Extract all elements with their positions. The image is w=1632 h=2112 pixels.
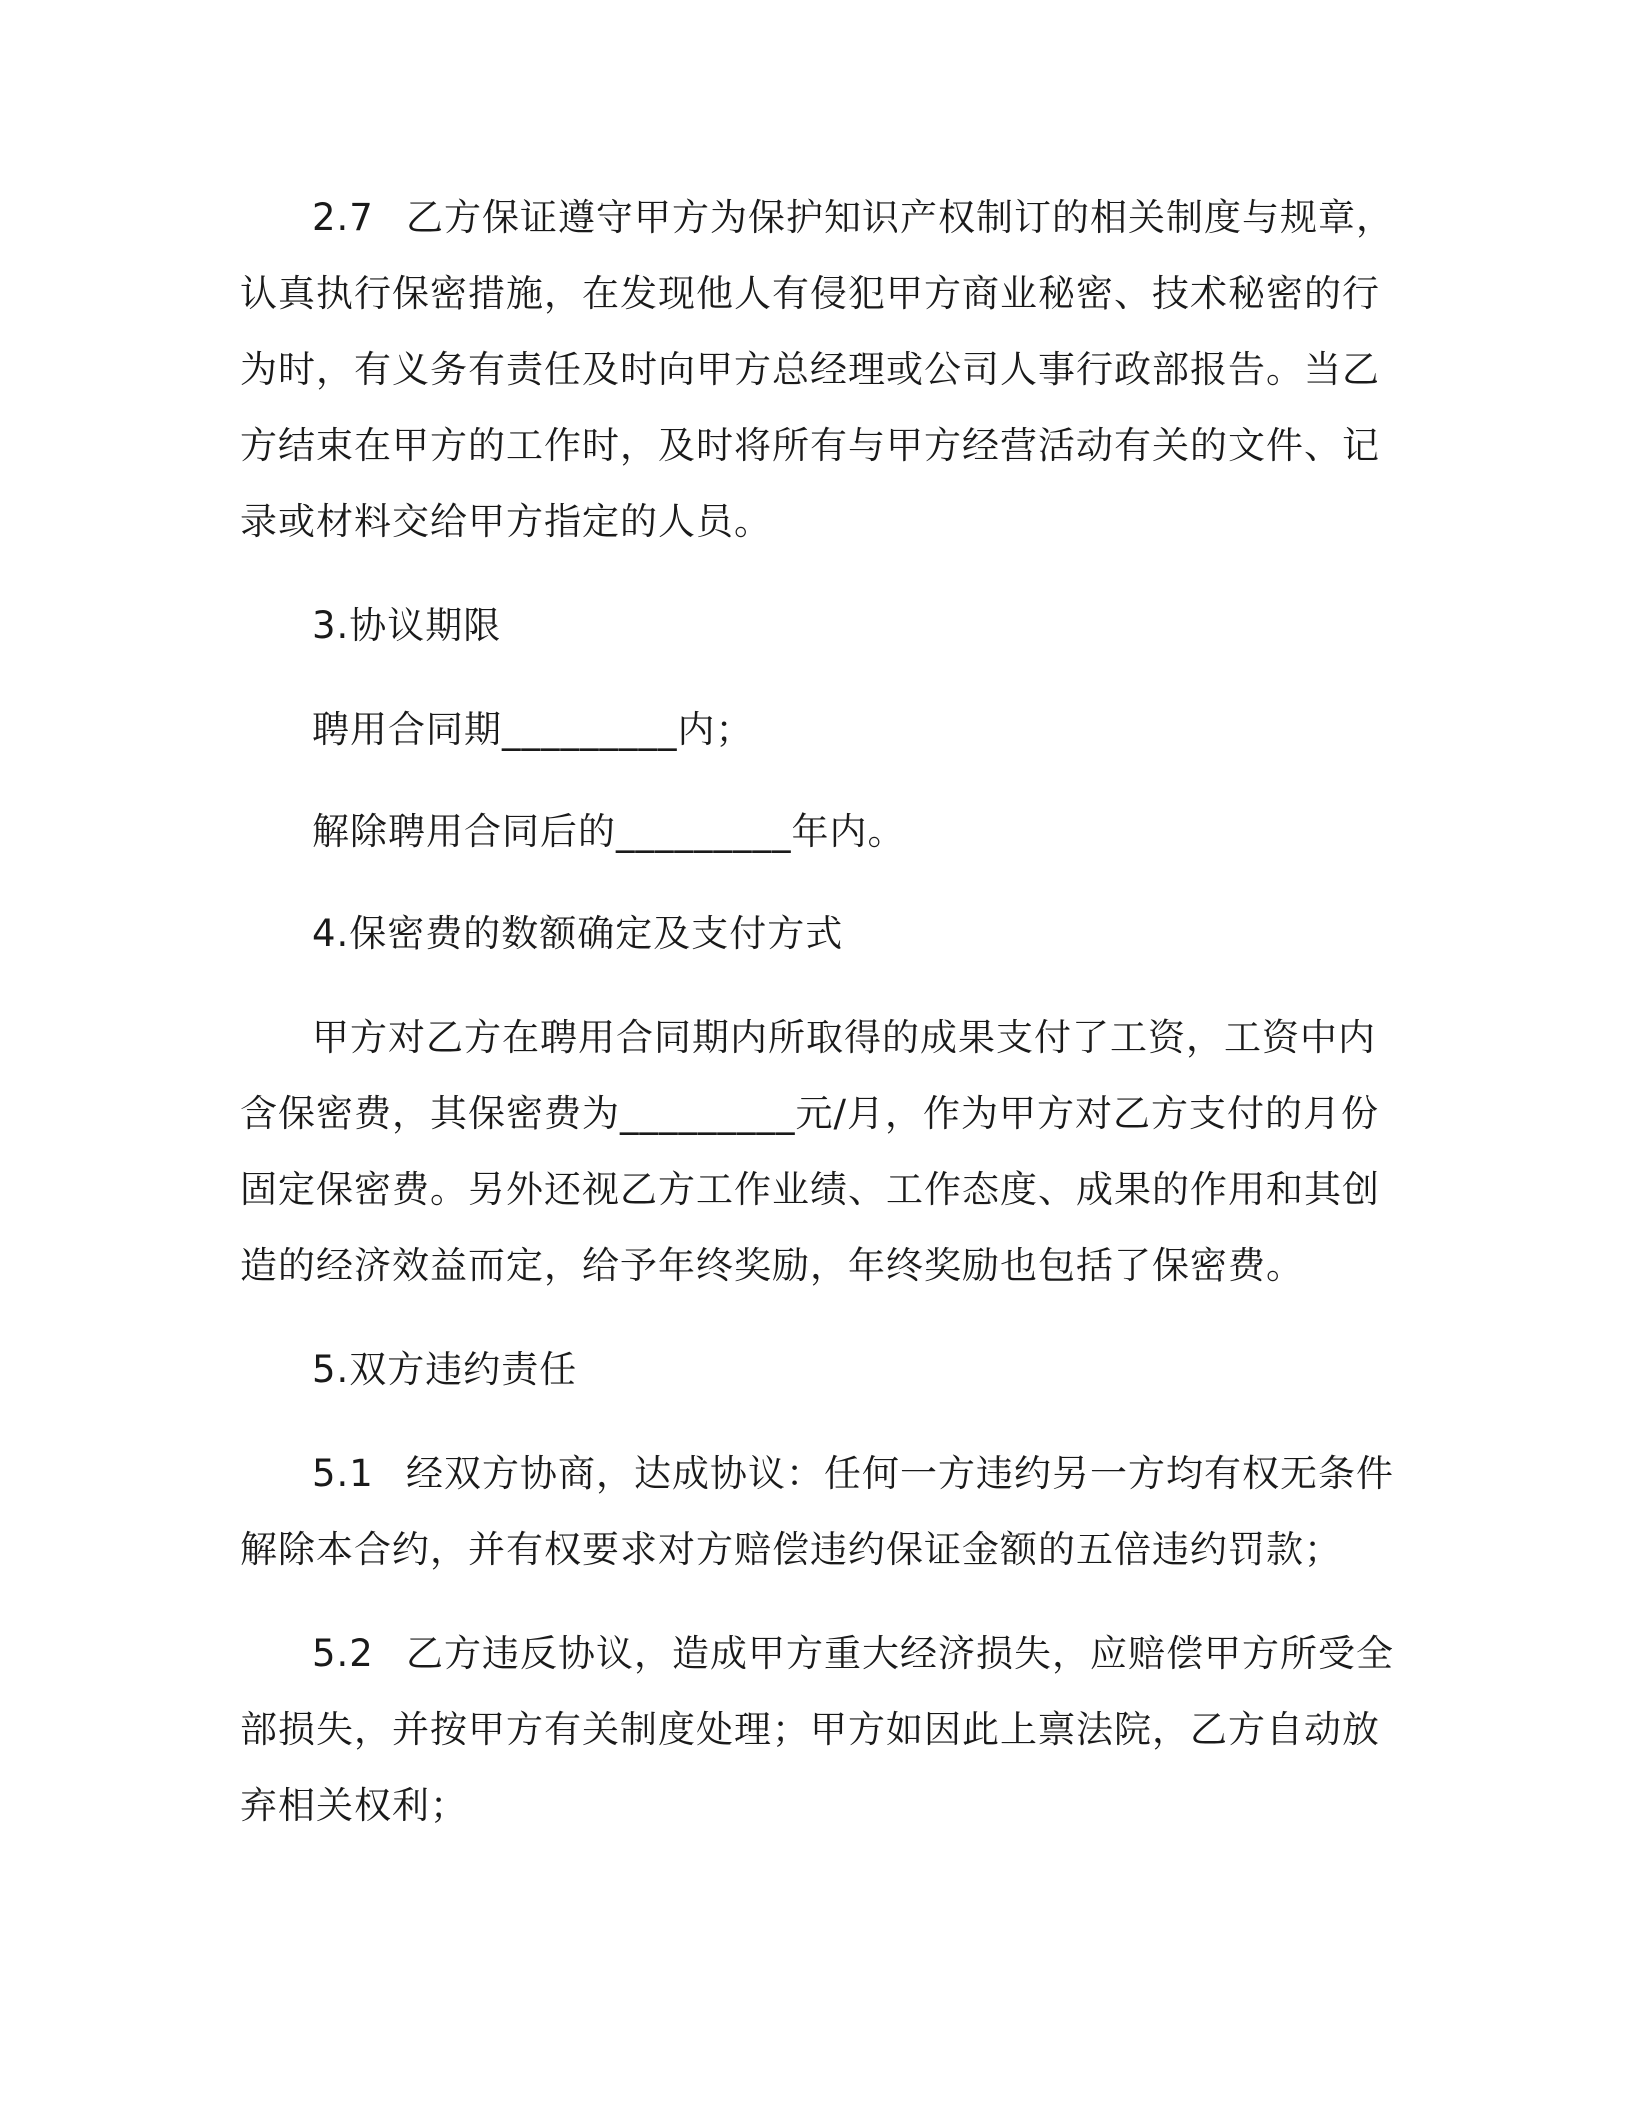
section-4-line-3: 固定保密费。另外还视乙方工作业绩、工作态度、成果的作用和其创: [240, 1168, 1380, 1211]
section-3-heading: 3.协议期限: [312, 604, 502, 647]
section-4-line-2: 含保密费，其保密费为_________元/月，作为甲方对乙方支付的月份: [240, 1092, 1379, 1135]
section-4-heading: 4.保密费的数额确定及支付方式: [312, 912, 844, 955]
clause-5-1-line-2: 解除本合约，并有权要求对方赔偿违约保证金额的五倍违约罚款；: [240, 1528, 1342, 1571]
clause-2-7-line-4: 方结束在甲方的工作时，及时将所有与甲方经营活动有关的文件、记: [240, 424, 1380, 467]
clause-text: 乙方违反协议，造成甲方重大经济损失，应赔偿甲方所受全: [406, 1632, 1394, 1675]
clause-5-1-line-1: [312, 1452, 1394, 1496]
clause-number: 5.1: [312, 1452, 374, 1495]
clause-2-7-line-5: 录或材料交给甲方指定的人员。: [240, 500, 772, 543]
clause-5-2-line-3: 弃相关权利；: [240, 1784, 468, 1827]
section-4-line-4: 造的经济效益而定，给予年终奖励，年终奖励也包括了保密费。: [240, 1244, 1304, 1287]
clause-5-2-line-1: [312, 1632, 1394, 1676]
section-4-line-1: 甲方对乙方在聘用合同期内所取得的成果支付了工资，工资中内: [312, 1016, 1376, 1059]
section-3-line-1: 聘用合同期_________内；: [312, 708, 754, 751]
clause-2-7-line-2: 认真执行保密措施，在发现他人有侵犯甲方商业秘密、技术秘密的行: [240, 272, 1380, 315]
clause-text: 乙方保证遵守甲方为保护知识产权制订的相关制度与规章，: [406, 196, 1394, 239]
clause-5-2-line-2: 部损失，并按甲方有关制度处理；甲方如因此上禀法院，乙方自动放: [240, 1708, 1380, 1751]
clause-2-7-line-1: [312, 196, 1394, 240]
clause-text: 经双方协商，达成协议：任何一方违约另一方均有权无条件: [406, 1452, 1394, 1495]
section-3-line-2: 解除聘用合同后的_________年内。: [312, 810, 906, 853]
clause-2-7-line-3: 为时，有义务有责任及时向甲方总经理或公司人事行政部报告。当乙: [240, 348, 1380, 391]
section-5-heading: 5.双方违约责任: [312, 1348, 578, 1391]
clause-number: 5.2: [312, 1632, 374, 1675]
clause-number: 2.7: [312, 196, 374, 239]
